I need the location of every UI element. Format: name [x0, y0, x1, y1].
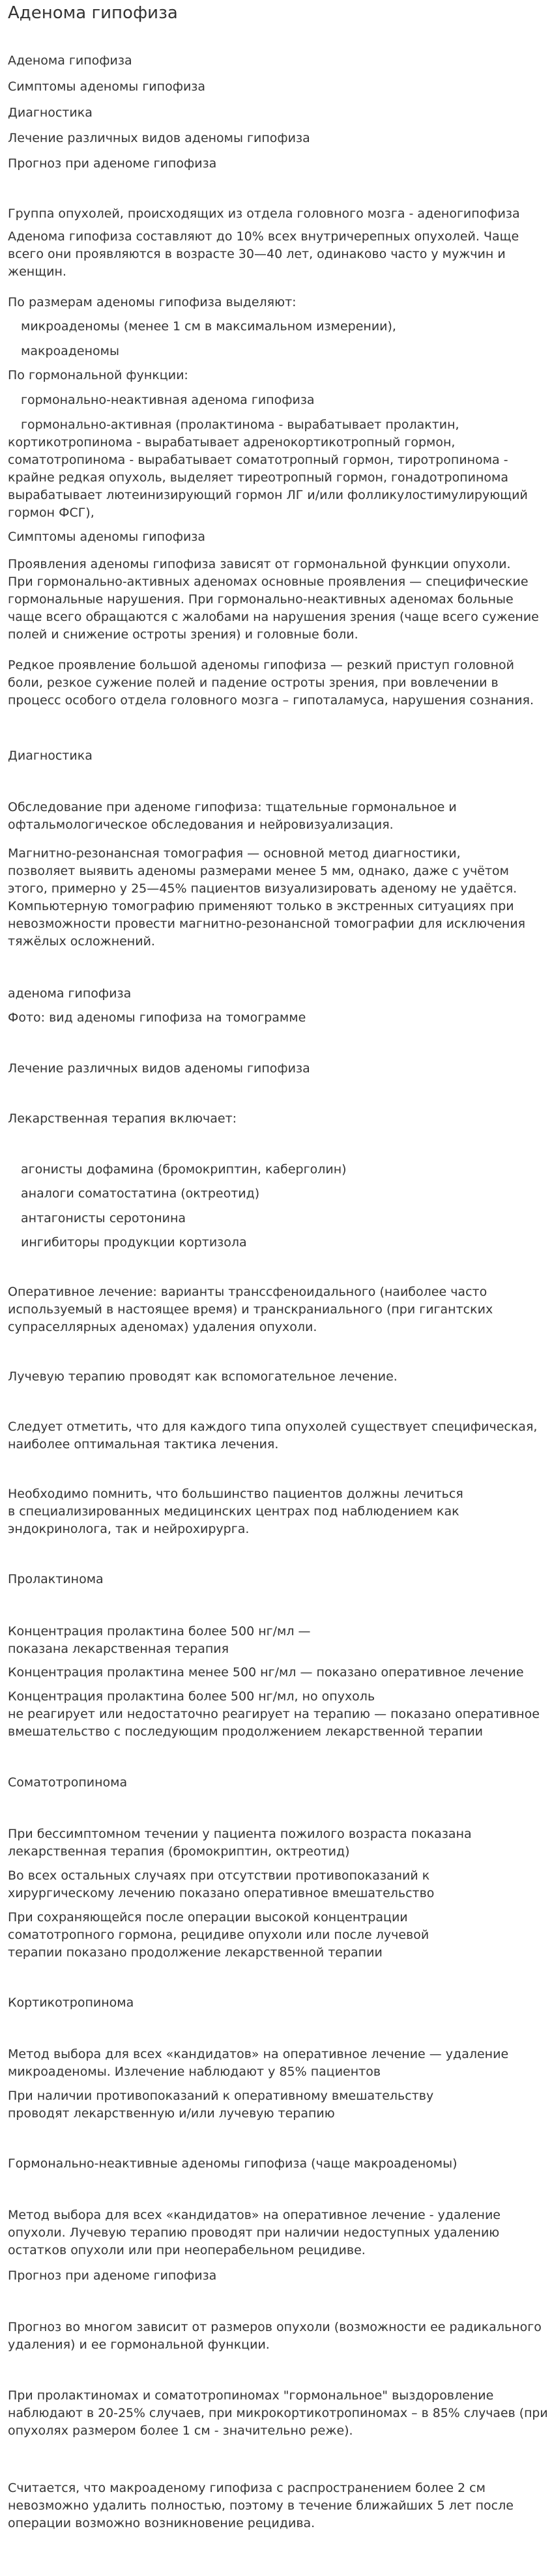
photo-caption: Фото: вид аденомы гипофиза на томограмме	[8, 1010, 306, 1025]
paragraph-line: При бессимптомном течении у пациента пожилого возраста показана	[8, 1827, 472, 1841]
list-item: аналоги соматостатина (октреотид)	[21, 1186, 260, 1201]
list-item: агонисты дофамина (бромокриптин, каберголин)	[21, 1162, 347, 1177]
section-heading: Прогноз при аденоме гипофиза	[8, 2268, 217, 2283]
paragraph-line: Необходимо помнить, что большинство пациентов должны лечиться	[8, 1487, 463, 1501]
paragraph-line: Аденома гипофиза составляют до 10% всех внутричерепных опухолей. Чаще	[8, 229, 519, 244]
paragraph-line: Редкое проявление большой аденомы гипофиза — резкий приступ головной	[8, 658, 515, 672]
paragraph-line: При гормонально-активных аденомах основные проявления — специфические	[8, 575, 529, 589]
section-heading: Соматотропинома	[8, 1775, 128, 1790]
paragraph-line: Магнитно-резонансная томография — основной метод диагностики,	[8, 846, 461, 861]
paragraph-line: супраселлярных аденомах) удаления опухоли.	[8, 1320, 317, 1334]
toc-item[interactable]: Аденома гипофиза	[8, 53, 132, 68]
paragraph-line: эндокринолога, так и нейрохирурга.	[8, 1522, 250, 1536]
paragraph-line: в специализированных медицинских центрах под наблюдением как	[8, 1504, 459, 1519]
drug-heading: Лекарственная терапия включает:	[8, 1111, 237, 1126]
toc-item[interactable]: Прогноз при аденоме гипофиза	[8, 156, 217, 171]
paragraph-line: лекарственная терапия (бромокриптин, октреотид)	[8, 1844, 350, 1859]
intro-definition: Группа опухолей, происходящих из отдела головного мозга - аденогипофиза	[8, 207, 520, 221]
paragraph-line: Во всех остальных случаях при отсутствии противопоказаний к	[8, 1868, 430, 1883]
paragraph-line: невозможно удалить полностью, поэтому в течение ближайших 5 лет после	[8, 2498, 514, 2513]
paragraph-line: крайне редкая опухоль, выделяет тиреотропный гормон, гонадотропинома	[8, 470, 509, 485]
paragraph-line: Проявления аденомы гипофиза зависят от гормональной функции опухоли.	[8, 557, 511, 571]
toc-item[interactable]: Диагностика	[8, 106, 93, 120]
paragraph-line: опухолях размером более 1 см - значительно реже).	[8, 2424, 353, 2438]
section-heading: Кортикотропинома	[8, 1996, 134, 2010]
section-heading: Симптомы аденомы гипофиза	[8, 530, 206, 544]
list-item: ингибиторы продукции кортизола	[21, 1235, 247, 1250]
paragraph-line: Оперативное лечение: варианты транссфеноидального (наиболее часто	[8, 1285, 487, 1299]
list-item: микроаденомы (менее 1 см в максимальном измерении),	[21, 319, 396, 334]
paragraph-line: не реагирует или недостаточно реагирует на терапию — показано оперативное	[8, 1707, 540, 1721]
section-heading: Лечение различных видов аденомы гипофиза	[8, 1061, 310, 1076]
paragraph-line: женщин.	[8, 265, 66, 279]
paragraph-line: наиболее оптимальная тактика лечения.	[8, 1437, 279, 1452]
paragraph-line: позволяет выявить аденомы размерами менее 5 мм, однако, даже с учётом	[8, 864, 510, 878]
paragraph-line: гормон ФСГ),	[8, 506, 94, 520]
paragraph-line: невозможности провести магнитно-резонансной томографии для исключения	[8, 917, 526, 931]
paragraph-line: Компьютерную томографию применяют только в экстренных ситуациях при	[8, 899, 514, 913]
paragraph-line: наблюдают в 20-25% случаев, при микрокортикотропиномах – в 85% случаев (при	[8, 2406, 548, 2420]
paragraph-line: Концентрация пролактина более 500 нг/мл, но опухоль	[8, 1689, 375, 1704]
list-item: макроаденомы	[21, 344, 119, 358]
paragraph-line: удаления) и ее гормональной функции.	[8, 2338, 270, 2352]
paragraph-line: Следует отметить, что для каждого типа опухолей существует специфическая,	[8, 1420, 538, 1434]
paragraph-line: тяжёлых осложнений.	[8, 934, 155, 949]
paragraph-line: хирургическому лечению показано оперативное вмешательство	[8, 1886, 435, 1900]
paragraph-line: боли, резкое сужение полей и падение остроты зрения, при вовлечении в	[8, 676, 499, 690]
paragraph-line: Метод выбора для всех «кандидатов» на оперативное лечение — удаление	[8, 2047, 509, 2061]
paragraph-line: процесс особого отдела головного мозга – гипоталамуса, нарушения сознания.	[8, 693, 534, 708]
toc-item[interactable]: Симптомы аденомы гипофиза	[8, 79, 206, 94]
paragraph-line: Обследование при аденоме гипофиза: тщательные гормональное и	[8, 800, 457, 814]
paragraph-line: остатков опухоли или при неоперабельном рецидиве.	[8, 2243, 366, 2257]
paragraph-line: соматотропного гормона, рецидиве опухоли или после лучевой	[8, 1928, 429, 1942]
paragraph-line: При пролактиномах и соматотропиномах "гормональное" выздоровление	[8, 2388, 494, 2403]
paragraph-line: терапии показано продолжение лекарственной терапии	[8, 1945, 383, 1960]
paragraph-line: офтальмологическое обследования и нейровизуализация.	[8, 818, 394, 832]
list-item: антагонисты серотонина	[21, 1211, 186, 1225]
paragraph-line: используемый в настоящее время) и транскраниального (при гигантских	[8, 1302, 493, 1317]
paragraph-line: операции возможно возникновение рецидива.	[8, 2516, 315, 2530]
paragraph-line: всего они проявляются в возрасте 30—40 лет, одинаково часто у мужчин и	[8, 247, 506, 261]
paragraph-line: Концентрация пролактина более 500 нг/мл —	[8, 1624, 311, 1639]
list-item: гормонально-неактивная аденома гипофиза	[21, 393, 315, 407]
paragraph-line: Концентрация пролактина менее 500 нг/мл — показано оперативное лечение	[8, 1665, 524, 1680]
toc-item[interactable]: Лечение различных видов аденомы гипофиза	[8, 131, 310, 145]
paragraph-line: опухоли. Лучевую терапию проводят при наличии недоступных удалению	[8, 2225, 500, 2240]
section-heading: Гормонально-неактивные аденомы гипофиза (чаще макроаденомы)	[8, 2156, 458, 2171]
paragraph-line: полей и снижение остроты зрения) и головные боли.	[8, 627, 358, 642]
paragraph-line: Метод выбора для всех «кандидатов» на оперативное лечение - удаление	[8, 2208, 501, 2222]
paragraph-line: Лучевую терапию проводят как вспомогательное лечение.	[8, 1369, 398, 1384]
section-heading: Диагностика	[8, 749, 93, 763]
paragraph-line: микроаденомы. Излечение наблюдают у 85% пациентов	[8, 2065, 381, 2079]
paragraph-line: гормональные нарушения. При гормонально-неактивных аденомах больные	[8, 592, 514, 607]
paragraph-line: проводят лекарственную и/или лучевую терапию	[8, 2106, 335, 2121]
paragraph-line: кортикотропинома - вырабатывает адренокортикотропный гормон,	[8, 435, 456, 450]
paragraph-line: Прогноз во многом зависит от размеров опухоли (возможности ее радикального	[8, 2320, 542, 2334]
function-heading: По гормональной функции:	[8, 368, 188, 382]
paragraph-line: чаще всего обращаются с жалобами на нарушения зрения (чаще всего сужение	[8, 610, 539, 624]
paragraph-line: При сохраняющейся после операции высокой концентрации	[8, 1910, 408, 1925]
paragraph-line: вырабатывает лютеинизирующий гормон ЛГ и/или фолликулостимулирующий	[8, 488, 528, 502]
image-alt-text: аденома гипофиза	[8, 986, 132, 1001]
paragraph-line: соматотропинома - вырабатывает соматотропный гормон, тиротропинома -	[8, 453, 508, 467]
list-item: гормонально-активная (пролактинома - вырабатывает пролактин,	[21, 418, 459, 432]
page-title: Аденома гипофиза	[8, 3, 178, 23]
paragraph-line: этого, примерно у 25—45% пациентов визуализировать аденому не удаётся.	[8, 881, 517, 896]
size-heading: По размерам аденомы гипофиза выделяют:	[8, 295, 297, 309]
paragraph-line: вмешательство с последующим продолжением лекарственной терапии	[8, 1724, 484, 1739]
section-heading: Пролактинома	[8, 1572, 104, 1586]
paragraph-line: При наличии противопоказаний к оперативному вмешательству	[8, 2089, 434, 2103]
paragraph-line: показана лекарственная терапия	[8, 1642, 229, 1656]
paragraph-line: Считается, что макроаденому гипофиза с распространением более 2 см	[8, 2481, 486, 2495]
